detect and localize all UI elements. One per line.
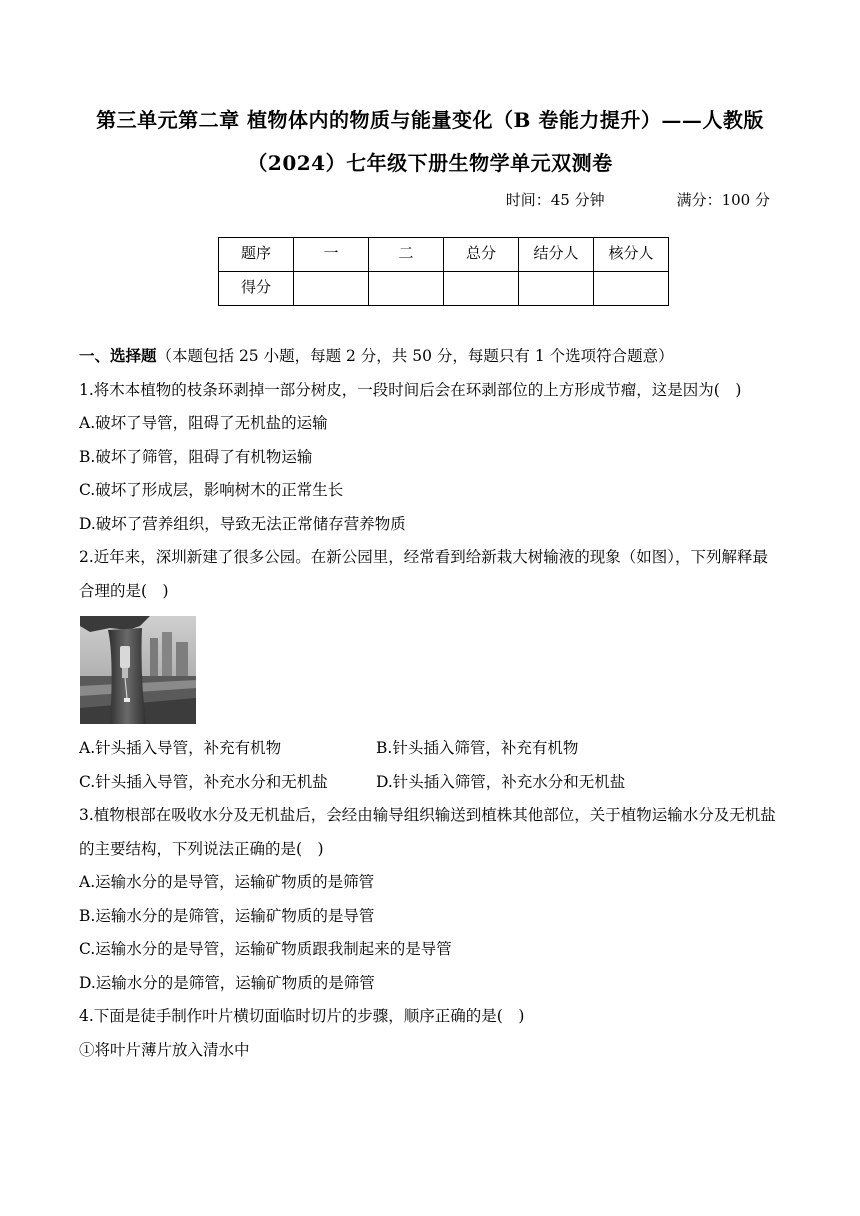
score-table-header: 结分人 xyxy=(519,238,594,272)
score-table-header-row xyxy=(219,238,669,272)
section-heading xyxy=(79,339,779,374)
exam-content xyxy=(79,339,779,1067)
score-cell xyxy=(369,272,444,306)
score-table-header: 二 xyxy=(369,238,444,272)
option: C.运输水分的是导管，运输矿物质跟我制起来的是导管 xyxy=(79,940,452,958)
exam-meta xyxy=(506,189,770,210)
section-title: 一、选择题 xyxy=(79,346,157,365)
option: B.针头插入筛管，补充有机物 xyxy=(376,739,579,757)
score-table-score-row xyxy=(219,272,669,306)
score-cell xyxy=(594,272,669,306)
option: C.破坏了形成层，影响树木的正常生长 xyxy=(79,481,344,499)
tree-infusion-photo xyxy=(80,616,196,724)
option-row xyxy=(79,766,779,800)
question-stem: 1.将木本植物的枝条环剥掉一部分树皮，一段时间后会在环剥部位的上方形成节瘤，这是因为( ) xyxy=(79,380,742,399)
option: A.运输水分的是导管，运输矿物质的是筛管 xyxy=(79,873,375,891)
option: C.针头插入导管，补充水分和无机盐 xyxy=(79,772,328,791)
score-row-label: 得分 xyxy=(219,272,294,306)
document-title-line1: 第三单元第二章 植物体内的物质与能量变化（B 卷能力提升）——人教版 xyxy=(96,108,764,132)
option: B.运输水分的是筛管，运输矿物质的是导管 xyxy=(79,906,375,925)
question-stem: 2.近年来，深圳新建了很多公园。在新公园里，经常看到给新栽大树输液的现象（如图），下列解释最合理的是( ) xyxy=(79,548,769,600)
document-title-line2: （2024）七年级下册生物学单元双测卷 xyxy=(247,151,613,175)
option: D.运输水分的是筛管，运输矿物质的是筛管 xyxy=(79,973,375,992)
score-table xyxy=(218,237,669,306)
option: A.针头插入导管，补充有机物 xyxy=(79,739,282,757)
option: ①将叶片薄片放入清水中 xyxy=(79,1040,250,1059)
option: D.针头插入筛管，补充水分和无机盐 xyxy=(376,772,626,791)
option: D.破坏了营养组织，导致无法正常储存营养物质 xyxy=(79,514,406,533)
option-row xyxy=(79,732,779,766)
option: B.破坏了筛管，阻碍了有机物运输 xyxy=(79,447,313,466)
score-table-header: 核分人 xyxy=(594,238,669,272)
option: A.破坏了导管，阻碍了无机盐的运输 xyxy=(79,414,328,432)
question-stem: 3.植物根部在吸收水分及无机盐后，会经由输导组织输送到植株其他部位，关于植物运输水分及无机盐的主要结构，下列说法正确的是( ) xyxy=(79,806,776,858)
score-table-header: 题序 xyxy=(219,238,294,272)
score-table-header: 一 xyxy=(294,238,369,272)
score-cell xyxy=(294,272,369,306)
score-cell xyxy=(519,272,594,306)
section-note: （本题包括 25 小题，每题 2 分，共 50 分，每题只有 1 个选项符合题意） xyxy=(156,347,674,365)
exam-time: 时间：45 分钟 xyxy=(505,191,605,209)
score-table-header: 总分 xyxy=(444,238,519,272)
score-cell xyxy=(444,272,519,306)
question-stem: 4.下面是徒手制作叶片横切面临时切片的步骤，顺序正确的是( ) xyxy=(79,1007,525,1025)
exam-full-score: 满分：100 分 xyxy=(676,191,770,209)
